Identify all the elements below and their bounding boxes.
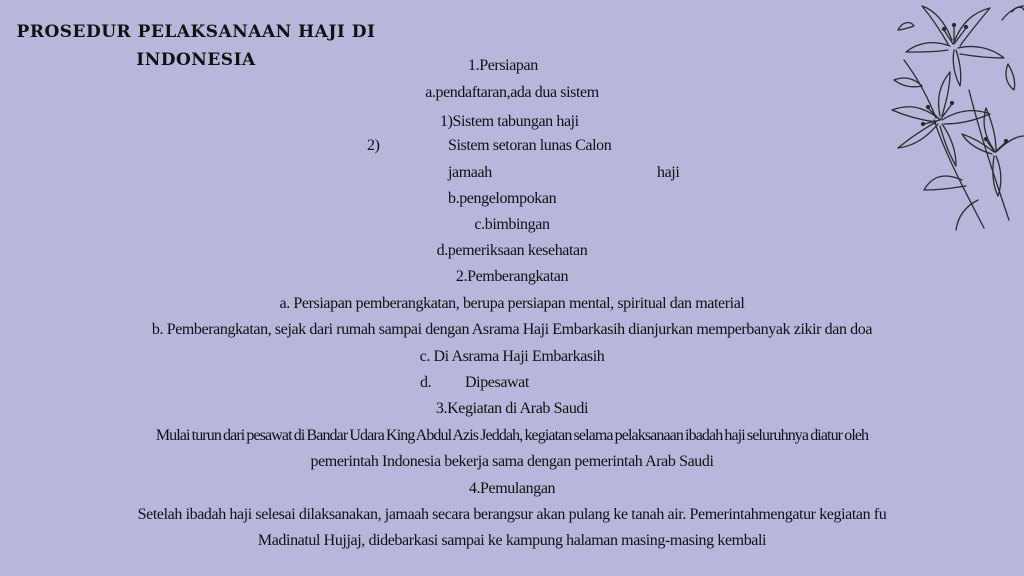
section-3-heading: 3.Kegiatan di Arab Saudi xyxy=(435,400,589,417)
list-item-pemeriksaan: d.pemeriksaan kesehatan xyxy=(436,242,588,259)
list-item-persiapan-pemberangkatan: a. Persiapan pemberangkatan, berupa persiapan mental, spiritual dan material xyxy=(279,295,745,312)
paragraph-arab-saudi-line-2: pemerintah Indonesia bekerja sama dengan pemerintah Arab Saudi xyxy=(310,453,714,470)
section-1-heading: 1.Persiapan xyxy=(468,57,538,74)
list-item-bimbingan: c.bimbingan xyxy=(474,216,550,233)
paragraph-pemulangan-line-2: Madinatul Hujjaj, didebarkasi sampai ke kampung halaman masing-masing kembali xyxy=(257,532,767,549)
section-4-heading: 4.Pemulangan xyxy=(468,480,556,497)
paragraph-pemulangan-line-1: Setelah ibadah haji selesai dilaksanakan, jamaah secara berangsur akan pulang ke tanah air. Pemerintahmengatur kegiatan fu xyxy=(137,506,887,523)
list-item-pendaftaran: a.pendaftaran,ada dua sistem xyxy=(425,84,599,101)
lily-flower-illustration-icon xyxy=(874,0,1024,232)
list-item-dipesawat: Dipesawat xyxy=(465,374,529,391)
list-item-tabungan: 1)Sistem tabungan haji xyxy=(440,113,579,130)
section-2-heading: 2.Pemberangkatan xyxy=(455,268,569,285)
list-item-setoran-number: 2) xyxy=(367,137,380,154)
list-item-setoran: Sistem setoran lunas Calon xyxy=(448,137,612,154)
list-item-jamaah: jamaah xyxy=(448,164,492,181)
slide-title: PROSEDUR PELAKSANAAN HAJI DI INDONESIA xyxy=(16,22,376,70)
list-item-asrama: c. Di Asrama Haji Embarkasih xyxy=(419,348,605,365)
list-item-dipesawat-letter: d. xyxy=(420,374,432,391)
paragraph-arab-saudi-line-1: Mulai turun dari pesawat di Bandar Udara King Abdul Azis Jeddah, kegiatan selama pelaksanaan ibadah haji seluruhnya diatur oleh xyxy=(155,427,869,444)
list-item-pengelompokan: b.pengelompokan xyxy=(448,190,557,207)
list-item-pemberangkatan: b. Pemberangkatan, sejak dari rumah sampai dengan Asrama Haji Embarkasih dianjurkan memperbanyak zikir dan doa xyxy=(151,321,873,338)
list-item-haji: haji xyxy=(657,164,680,181)
